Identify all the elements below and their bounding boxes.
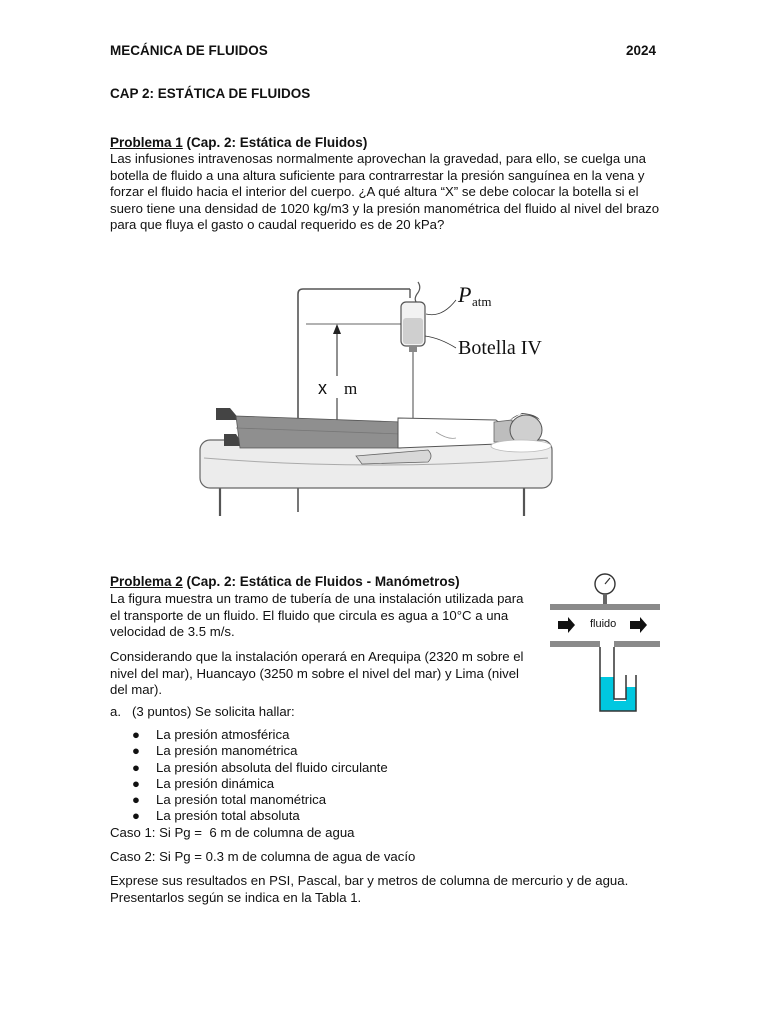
- bullet-icon: ●: [132, 792, 140, 808]
- fluid-label: fluido: [590, 618, 617, 630]
- header-year: 2024: [626, 43, 657, 58]
- problem1-line: suero tiene una densidad de 1020 kg/m3 y la presión manométrica del fluido al nivel del brazo: [110, 200, 660, 216]
- pressure-gauge-icon: [595, 574, 615, 604]
- problem1-line: forzar el fluido hacia el interior del cuerpo. ¿A qué altura “X” se debe colocar la botella si el: [110, 184, 639, 199]
- case-2: Caso 2: Si Pg = 0.3 m de columna de agua de vacío: [110, 849, 416, 864]
- patm-label: P: [458, 282, 472, 307]
- problem2-conditions-line: del mar).: [110, 682, 163, 697]
- bullet-icon: ●: [132, 775, 140, 791]
- list-item: ● La presión total absoluta: [132, 808, 300, 824]
- height-unit-label: m: [344, 379, 358, 398]
- patm-leader-line: [426, 300, 456, 315]
- hospital-bed: [200, 440, 552, 516]
- manometer-water-left: [600, 677, 614, 711]
- instructions-line: Exprese sus resultados en PSI, Pascal, bar y metros de columna de mercurio y de agua.: [110, 873, 629, 888]
- part-a-label: a.: [110, 704, 121, 719]
- header-course-title: MECÁNICA DE FLUIDOS: [110, 43, 268, 58]
- problem2-intro-line: La figura muestra un tramo de tubería de una instalación utilizada para: [110, 591, 524, 606]
- problem2-label: Problema 2: [110, 574, 183, 589]
- manometer-water-right: [626, 687, 636, 703]
- problem1-title: [110, 135, 367, 150]
- problem2-intro-line: velocidad de 3.5 m/s.: [110, 624, 235, 639]
- list-item: ● La presión manométrica: [132, 743, 298, 759]
- bullet-icon: ●: [132, 727, 140, 742]
- iv-infusion-figure: [196, 280, 568, 530]
- problem2-intro: [110, 591, 523, 641]
- problem1-line: para que fluya el gasto o caudal requerido es de 20 kPa?: [110, 217, 445, 232]
- bullet-icon: ●: [132, 759, 140, 775]
- problem1-subtitle: (Cap. 2: Estática de Fluidos): [182, 135, 368, 150]
- problem2-conditions: [110, 649, 523, 699]
- chapter-title: CAP 2: ESTÁTICA DE FLUIDOS: [110, 86, 311, 101]
- bottle-label: Botella IV: [458, 337, 542, 359]
- problem2-instructions: [110, 873, 628, 906]
- list-item: ● La presión atmosférica: [132, 727, 290, 742]
- problem2-title: [110, 574, 460, 589]
- problem1-line: Las infusiones intravenosas normalmente aprovechan la gravedad, para ello, se cuelga una: [110, 151, 646, 166]
- problem2-conditions-line: nivel del mar), Huancayo (3250 m sobre el nivel del mar) y Lima (nivel: [110, 665, 519, 681]
- bullet-icon: ●: [132, 808, 140, 824]
- bottle-hanger: [415, 282, 420, 304]
- problem2-subtitle: (Cap. 2: Estática de Fluidos - Manómetros): [182, 574, 460, 589]
- requested-pressures-list: [130, 727, 388, 825]
- list-item: ● La presión absoluta del fluido circulante: [132, 759, 388, 775]
- instructions-line: Presentarlos según se indica en la Tabla 1.: [110, 889, 362, 905]
- u-tube-manometer: [600, 647, 636, 711]
- pipe-manometer-figure: [540, 571, 660, 716]
- problem1-statement: [110, 151, 660, 234]
- case-1: Caso 1: Si Pg = 6 m de columna de agua: [110, 825, 355, 840]
- arrow-up-icon: [333, 324, 341, 334]
- problem2-part-a: [110, 704, 295, 721]
- list-item: ● La presión dinámica: [132, 775, 275, 791]
- height-x-label: x: [318, 378, 327, 398]
- part-a-text: (3 puntos) Se solicita hallar:: [132, 704, 295, 719]
- problem2-conditions-line: Considerando que la instalación operará en Arequipa (2320 m sobre el: [110, 649, 524, 664]
- patm-subscript: atm: [472, 294, 492, 309]
- problem1-label: Problema 1: [110, 135, 183, 150]
- bottle-leader-line: [425, 336, 456, 348]
- problem2-intro-line: el transporte de un fluido. El fluido que circula es agua a 10°C a una: [110, 607, 509, 623]
- problem1-line: botella de fluido a una altura suficiente para contrarrestar la presión sanguínea en la vena y: [110, 167, 645, 183]
- iv-bottle: [401, 302, 425, 352]
- list-item: ● La presión total manométrica: [132, 792, 327, 808]
- bullet-icon: ●: [132, 743, 140, 759]
